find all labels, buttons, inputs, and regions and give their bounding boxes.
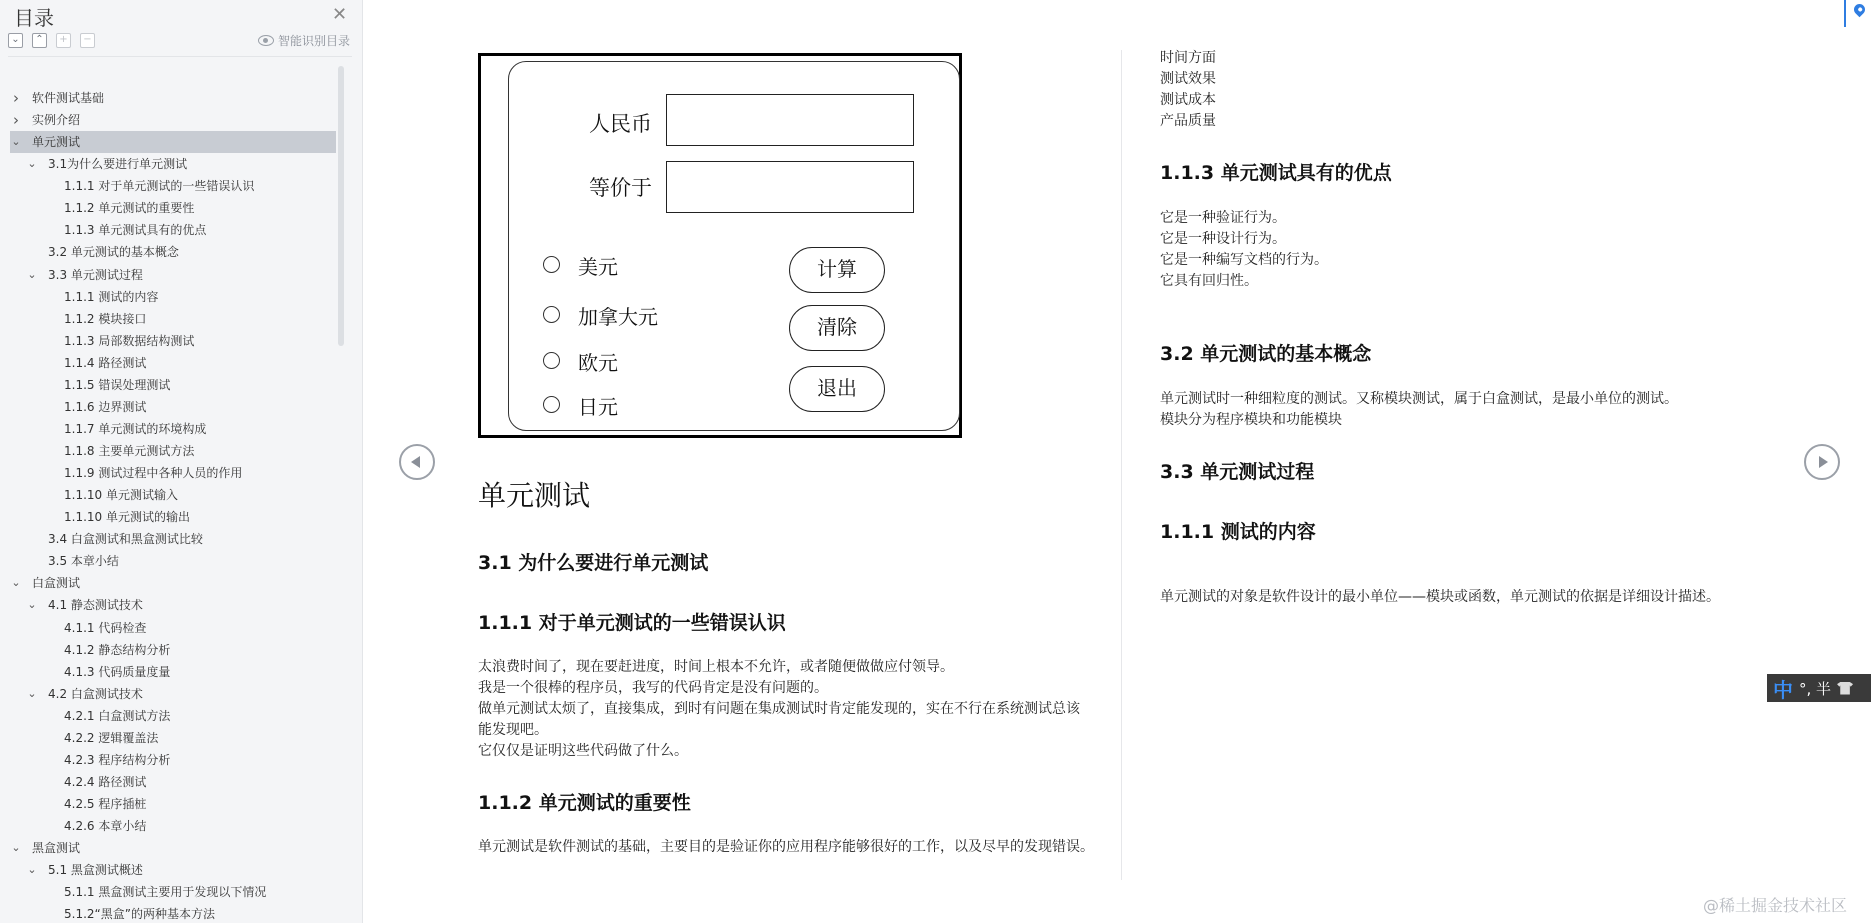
toc-item-label: 4.2.3 程序结构分析 (64, 752, 171, 767)
equiv-label: 等价于 (589, 176, 652, 200)
text-line: 太浪费时间了，现在要赶进度，时间上根本不允许，或者随便做做应付领导。 (478, 659, 954, 675)
toc-item[interactable] (10, 639, 336, 661)
toc-item-label: 4.2.5 程序插桩 (64, 797, 147, 811)
chevron-down-icon[interactable]: ⌄ (27, 598, 37, 612)
text-line: 它仅仅是证明这些代码做了什么。 (478, 743, 688, 759)
toc-item[interactable] (10, 219, 336, 241)
rmb-label: 人民币 (589, 112, 652, 136)
chevron-down-icon[interactable]: ⌄ (11, 135, 21, 149)
close-icon[interactable]: ✕ (332, 4, 348, 25)
toc-item-label: 软件测试基础 (32, 91, 105, 105)
skin-icon[interactable] (1837, 682, 1853, 695)
toc-item-label: 1.1.8 主要单元测试方法 (64, 444, 195, 458)
radio-eur (543, 352, 560, 369)
expand-all-icon[interactable]: ⌄ (8, 33, 23, 48)
page-divider (1121, 50, 1122, 880)
toc-item[interactable] (10, 264, 336, 286)
list-item: 测试效果 (1160, 71, 1216, 87)
calc-button-graphic: 计算 (789, 247, 885, 293)
watermark: @稀土掘金技术社区 (1703, 896, 1848, 915)
remove-icon[interactable]: − (80, 33, 95, 48)
toc-item-label: 1.1.1 测试的内容 (64, 289, 159, 304)
paragraph-importance (478, 837, 1094, 858)
toc-item-label: 1.1.7 单元测试的环境构成 (64, 421, 207, 436)
heading-3-2: 3.2 单元测试的基本概念 (1160, 343, 1372, 365)
chevron-down-icon[interactable]: ⌄ (27, 267, 37, 281)
toc-item[interactable] (10, 859, 336, 881)
toc-item[interactable] (10, 197, 336, 219)
heading-1-1-1: 1.1.1 对于单元测试的一些错误认识 (478, 612, 786, 634)
radio-jpy (543, 396, 560, 413)
paragraph-advantages (1160, 208, 1328, 292)
sidebar-divider (8, 56, 352, 57)
add-icon[interactable]: + (56, 33, 71, 48)
toc-item[interactable] (10, 661, 336, 683)
chevron-down-icon[interactable]: ⌄ (27, 686, 37, 700)
toc-item[interactable] (10, 175, 336, 197)
rmb-input-box (666, 94, 914, 146)
toc-item-label: 4.2.1 白盒测试方法 (64, 708, 171, 723)
exit-button-graphic: 退出 (789, 366, 885, 412)
text-line: 做单元测试太烦了，直接集成，到时有问题在集成测试时肯定能发现的，实在不行在系统测试总该 (478, 701, 1080, 717)
toc-toolbar (8, 33, 95, 49)
list-aspects (1160, 48, 1216, 132)
toc-item-label: 1.1.1 对于单元测试的一些错误认识 (64, 179, 255, 194)
toc-item-label: 4.1.2 静态结构分析 (64, 642, 171, 657)
heading-3-1: 3.1 为什么要进行单元测试 (478, 552, 709, 574)
text-line: 我是一个很棒的程序员，我写的代码肯定是没有问题的。 (478, 680, 828, 696)
heading-1-1-3: 1.1.3 单元测试具有的优点 (1160, 162, 1392, 184)
paragraph-test-content (1160, 587, 1720, 608)
chevron-down-icon[interactable]: ⌄ (27, 157, 37, 171)
heading-1-1-2: 1.1.2 单元测试的重要性 (478, 792, 691, 814)
currency-converter-figure (478, 53, 962, 438)
toc-item-label: 1.1.10 单元测试输入 (64, 488, 178, 503)
toc-item[interactable] (10, 131, 336, 153)
toc-sidebar (0, 0, 363, 923)
toc-item[interactable] (10, 572, 336, 594)
toc-item[interactable] (10, 550, 336, 572)
toc-item[interactable] (10, 396, 336, 418)
list-item: 测试成本 (1160, 92, 1216, 108)
toc-list (10, 87, 336, 923)
ime-toolbar[interactable] (1767, 674, 1871, 702)
heading-unit-test: 单元测试 (478, 479, 591, 512)
text-line: 能发现吧。 (478, 722, 548, 738)
next-page-button[interactable] (1804, 444, 1840, 480)
toc-item-label: 1.1.4 路径测试 (64, 355, 147, 370)
toc-item[interactable] (10, 837, 336, 859)
text-line: 它是一种编写文档的行为。 (1160, 252, 1328, 268)
toc-item-label: 3.5 本章小结 (48, 554, 119, 569)
chevron-right-icon[interactable]: › (13, 89, 19, 107)
toc-item[interactable] (10, 286, 336, 308)
toc-item[interactable] (10, 815, 336, 837)
toc-item[interactable] (10, 241, 336, 263)
list-item: 时间方面 (1160, 50, 1216, 66)
radio-usd (543, 256, 560, 273)
toc-item[interactable] (10, 506, 336, 528)
toc-item[interactable] (10, 881, 336, 903)
toc-item[interactable] (10, 352, 336, 374)
toc-item-label: 1.1.3 局部数据结构测试 (64, 333, 195, 348)
toc-item[interactable] (10, 462, 336, 484)
toc-item[interactable] (10, 903, 336, 923)
list-item: 产品质量 (1160, 113, 1216, 129)
toc-item[interactable] (10, 153, 336, 175)
paragraph-misconceptions (478, 657, 1080, 762)
location-pin-icon[interactable] (1844, 0, 1871, 27)
toc-item-label: 单元测试 (32, 135, 81, 150)
opt-usd-label: 美元 (578, 255, 618, 279)
toc-item[interactable] (10, 308, 336, 330)
clear-button-graphic: 清除 (789, 305, 885, 351)
text-line: 单元测试是软件测试的基础，主要目的是验证你的应用程序能够很好的工作，以及尽早的发现错误。 (478, 839, 1094, 855)
chevron-down-icon[interactable]: ⌄ (27, 863, 37, 877)
toc-item[interactable] (10, 594, 336, 616)
eye-icon (258, 35, 274, 46)
paragraph-basic-concept (1160, 389, 1678, 431)
toc-item-label: 5.1.2“黑盒”的两种基本方法 (64, 907, 215, 922)
toc-item-label: 3.2 单元测试的基本概念 (48, 245, 179, 260)
toc-item-label: 3.1为什么要进行单元测试 (48, 157, 188, 172)
toc-item-label: 1.1.9 测试过程中各种人员的作用 (64, 466, 243, 481)
text-line: 它是一种验证行为。 (1160, 210, 1286, 226)
opt-eur-label: 欧元 (578, 351, 618, 375)
toc-item[interactable] (10, 793, 336, 815)
toc-item-label: 4.1.1 代码检查 (64, 620, 147, 635)
toc-item[interactable] (10, 683, 336, 705)
text-line: 模块分为程序模块和功能模块 (1160, 412, 1342, 428)
toc-item-label: 3.3 单元测试过程 (48, 267, 143, 282)
toc-item[interactable] (10, 617, 336, 639)
toc-item[interactable] (10, 484, 336, 506)
toc-item-label: 白盒测试 (32, 576, 81, 591)
text-line: 它是一种设计行为。 (1160, 231, 1286, 247)
toc-item[interactable] (10, 771, 336, 793)
toc-item[interactable] (10, 374, 336, 396)
toc-item-label: 1.1.5 错误处理测试 (64, 377, 171, 392)
heading-3-3: 3.3 单元测试过程 (1160, 461, 1315, 483)
chevron-down-icon[interactable]: ⌄ (11, 576, 21, 590)
toc-item-label: 5.1 黑盒测试概述 (48, 863, 143, 878)
toc-item[interactable] (10, 330, 336, 352)
toc-item-label: 1.1.3 单元测试具有的优点 (64, 223, 207, 238)
toc-item[interactable] (10, 528, 336, 550)
toc-item-label: 1.1.6 边界测试 (64, 399, 147, 414)
toc-item[interactable] (10, 749, 336, 771)
toc-item-label: 4.2 白盒测试技术 (48, 686, 143, 701)
toc-item-label: 1.1.10 单元测试的输出 (64, 510, 190, 525)
toc-item-label: 1.1.2 单元测试的重要性 (64, 201, 195, 216)
heading-1-1-1-content: 1.1.1 测试的内容 (1160, 521, 1316, 543)
prev-page-button[interactable] (399, 444, 435, 480)
toc-item-label: 4.1.3 代码质量度量 (64, 664, 171, 679)
toc-item[interactable] (10, 727, 336, 749)
toc-item-label: 5.1.1 黑盒测试主要用于发现以下情况 (64, 885, 267, 900)
radio-cad (543, 306, 560, 323)
equiv-input-box (666, 161, 914, 213)
ime-status[interactable]: °, 半 (1799, 679, 1832, 698)
collapse-all-icon[interactable]: ⌃ (32, 33, 47, 48)
toc-item-label: 3.4 白盒测试和黑盒测试比较 (48, 532, 203, 547)
toc-item-label: 4.2.2 逻辑覆盖法 (64, 730, 159, 745)
toc-item[interactable] (10, 109, 336, 131)
figure-frame (508, 61, 960, 431)
toc-item[interactable] (10, 440, 336, 462)
sidebar-scrollbar[interactable] (338, 66, 344, 346)
chevron-down-icon[interactable]: ⌄ (11, 841, 21, 855)
toc-item-label: 4.2.4 路径测试 (64, 774, 147, 789)
ime-chinese-mode[interactable]: 中 (1773, 677, 1793, 702)
toc-item-label: 黑盒测试 (32, 841, 81, 856)
toc-item-label: 4.2.6 本章小结 (64, 819, 147, 834)
smart-toc-label: 智能识别目录 (278, 34, 351, 48)
text-line: 单元测试的对象是软件设计的最小单位——模块或函数，单元测试的依据是详细设计描述。 (1160, 589, 1720, 605)
text-line: 单元测试时一种细粒度的测试。又称模块测试，属于白盒测试，是最小单位的测试。 (1160, 391, 1678, 407)
toc-item-label: 实例介绍 (32, 113, 81, 128)
chevron-right-icon[interactable]: › (13, 111, 19, 130)
toc-item[interactable] (10, 87, 336, 109)
toc-item-label: 4.1 静态测试技术 (48, 598, 143, 613)
toc-item[interactable] (10, 418, 336, 440)
toc-item-label: 1.1.2 模块接口 (64, 311, 147, 326)
opt-jpy-label: 日元 (578, 395, 618, 419)
chevron-left-icon (411, 456, 420, 468)
opt-cad-label: 加拿大元 (578, 305, 658, 329)
sidebar-title: 目录 (14, 6, 54, 30)
smart-toc-button[interactable] (258, 32, 350, 49)
chevron-right-icon (1819, 456, 1828, 468)
toc-item[interactable] (10, 705, 336, 727)
text-line: 它具有回归性。 (1160, 273, 1258, 289)
